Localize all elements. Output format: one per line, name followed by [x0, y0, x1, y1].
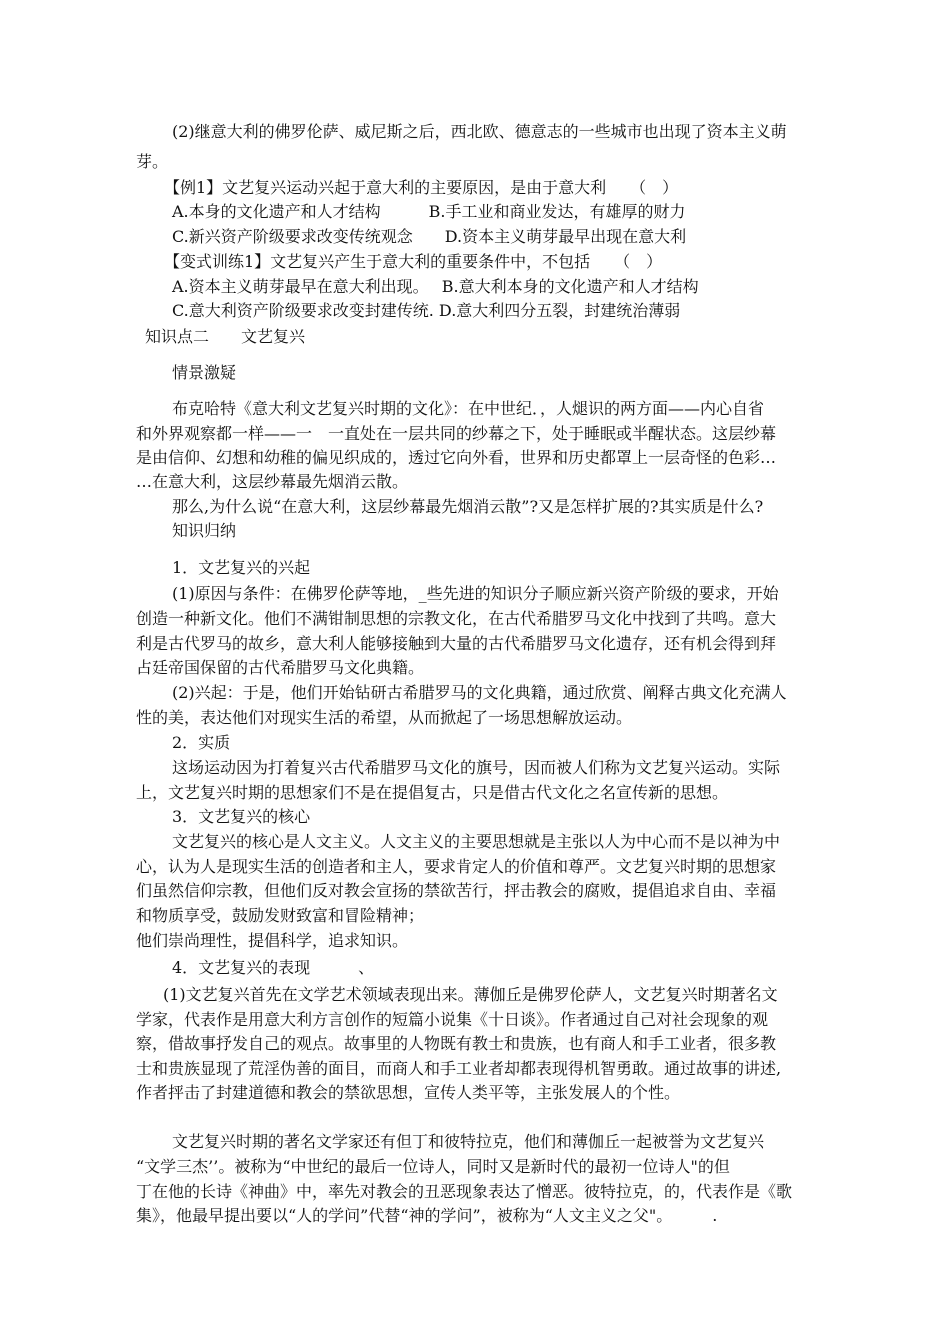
text-line: “文学三杰’’。被称为“中世纪的最后一位诗人，同时又是新时代的最初一位诗人"的但: [136, 1157, 730, 1176]
text-line: 士和贵族显现了荒淫伪善的面目，而商人和手工业者却都表现得机智勇敢。通过故事的讲述,: [136, 1059, 782, 1078]
text-line: 文艺复兴时期的著名文学家还有但丁和彼特拉克，他们和薄伽丘一起被誉为文艺复兴: [172, 1132, 765, 1151]
text-line: 利是古代罗马的故乡，意大利人能够接触到大量的古代希腊罗马文化遗存，还有机会得到拜: [136, 634, 777, 653]
text-line: 文艺复兴的核心是人文主义。人文主义的主要思想就是主张以人为中心而不是以神为中: [172, 832, 781, 851]
text-line: 占廷帝国保留的古代希腊罗马文化典籍。: [136, 658, 425, 677]
text-line: 察，借故事抒发自己的观点。故事里的人物既有教士和贵族，也有商人和手工业者，很多教: [136, 1034, 777, 1053]
text-line: 【变式训练1】文艺复兴产生于意大利的重要条件中，不包括 （ ）: [164, 252, 663, 271]
text-line: 芽。: [136, 152, 169, 171]
text-line: 上，文艺复兴时期的思想家们不是在提倡复古，只是借古代文化之名宣传新的思想。: [136, 783, 729, 802]
text-line: 集》，他最早提出要以“人的学问”代替“神的学问”，被称为“人文主义之父"。 .: [136, 1206, 718, 1225]
subheading: 情景激疑: [172, 363, 237, 382]
text-line: C.新兴资产阶级要求改变传统观念 D.资本主义萌芽最早出现在意大利: [172, 227, 687, 246]
text-line: 作者抨击了封建道德和教会的禁欲思想，宣传人类平等，主张发展人的个性。: [136, 1083, 681, 1102]
text-line: 是由信仰、幻想和幼稚的偏见织成的，透过它向外看，世界和历史都罩上一层奇怪的色彩…: [136, 448, 777, 467]
text-line: …在意大利，这层纱幕最先烟消云散。: [136, 472, 409, 491]
text-line: 他们崇尚理性，提倡科学，追求知识。: [136, 931, 409, 950]
text-line: 【例1】文艺复兴运动兴起于意大利的主要原因，是由于意大利 （ ）: [164, 178, 679, 197]
text-line: 心，认为人是现实生活的创造者和主人，要求肯定人的价值和尊严。文艺复兴时期的思想家: [136, 857, 777, 876]
subheading: 1．文艺复兴的兴起: [172, 558, 311, 577]
text-line: 丁在他的长诗《神曲》中，率先对教会的丑恶现象表达了憎恶。彼特拉克，的，代表作是《歌: [136, 1182, 793, 1201]
text-line: 们虽然信仰宗教，但他们反对教会宣扬的禁欲苦行，抨击教会的腐败，提倡追求自由、幸福: [136, 881, 777, 900]
section-heading: 知识点二 文艺复兴: [145, 327, 306, 346]
text-line: 布克哈特《意大利文艺复兴时期的文化》：在中世纪．，人煺识的两方面——内心自省: [172, 399, 765, 418]
text-line: A.本身的文化遗产和人才结构 B.手工业和商业发达，有雄厚的财力: [172, 202, 686, 221]
text-line: 这场运动因为打着复兴古代希腊罗马文化的旗号，因而被人们称为文艺复兴运动。实际: [172, 758, 781, 777]
text-line: 性的美，表达他们对现实生活的希望，从而掀起了一场思想解放运动。: [136, 708, 633, 727]
text-line: (2)继意大利的佛罗伦萨、威尼斯之后，西北欧、德意志的一些城市也出现了资本主义萌: [172, 122, 787, 141]
text-line: (2)兴起：于是，他们开始钻研古希腊罗马的文化典籍，通过欣赏、阐释古典文化充满人: [172, 683, 787, 702]
text-line: A.资本主义萌芽最早在意大利出现。 B.意大利本身的文化遗产和人才结构: [172, 277, 699, 296]
subheading: 3．文艺复兴的核心: [172, 807, 311, 826]
text-line: (1)原因与条件：在佛罗伦萨等地，_些先进的知识分子顺应新兴资产阶级的要求，开始: [172, 584, 779, 603]
text-line: C.意大利资产阶级要求改变封建传统. D.意大利四分五裂，封建统治薄弱: [172, 301, 681, 320]
text-line: 和物质享受，鼓励发财致富和冒险精神；: [136, 906, 425, 925]
subheading: 4．文艺复兴的表现 、: [172, 958, 375, 977]
text-line: 创造一种新文化。他们不满钳制思想的宗教文化，在古代希腊罗马文化中找到了共鸣。意大: [136, 609, 777, 628]
text-line: 和外界观察都一样——一 一直处在一层共同的纱幕之下，处于睡眠或半醒状态。这层纱幕: [136, 424, 777, 443]
text-line: (1)文艺复兴首先在文学艺术领域表现出来。薄伽丘是佛罗伦萨人，文艺复兴时期著名文: [163, 985, 778, 1004]
text-line: 那么,为什么说“在意大利，这层纱幕最先烟消云散”?又是怎样扩展的?其实质是什么?: [172, 497, 764, 516]
subheading: 2．实质: [172, 733, 231, 752]
text-line: 学家，代表作是用意大利方言创作的短篇小说集《十日谈》。作者通过自己对社会现象的观: [136, 1010, 769, 1029]
subheading: 知识归纳: [172, 521, 237, 540]
